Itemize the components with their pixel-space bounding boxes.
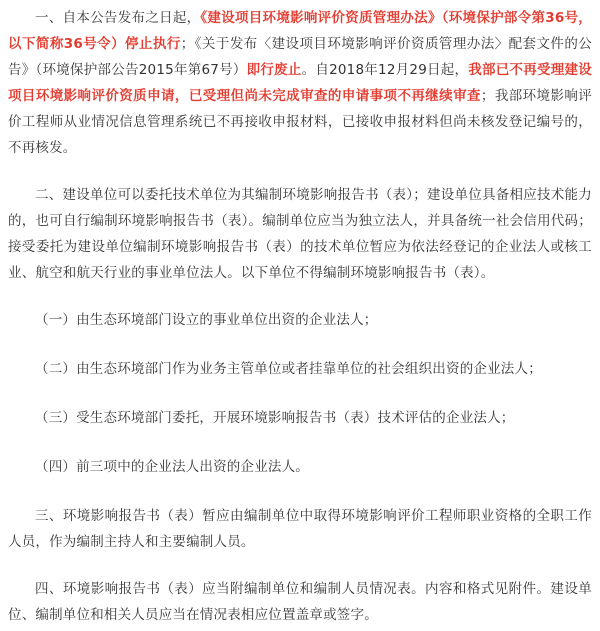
p1-segment-date: 。自2018年12月29日起， xyxy=(301,62,469,78)
p2-segment-text: 二、建设单位可以委托技术单位为其编制环境影响报告书（表）；建设单位具备相应技术能力的，也可自行编制环境影响报告书（表）。编制单位应当为独立法人，并具备统一社会信用代码；接受委托为建设单位编制环境影响报告书（表）的技术单位暂应为依法经登记的企业法人或核工业、航空和航天行业的事业单位法人。以下单位不得编制环境影响报告书（表）。 xyxy=(8,187,592,281)
paragraph-3-item-one xyxy=(8,307,592,333)
paragraph-1-suspension-notice xyxy=(8,5,592,161)
p1-segment-system-notice: ；我部环境影响评价工程师从业情况信息管理系统已不再接收申报材料，已接收申报材料但尚未核发登记编号的，不再核发。 xyxy=(8,88,592,156)
p4-segment-text: （二）由生态环境部门作为业务主管单位或者挂靠单位的社会组织出资的企业法人； xyxy=(35,361,542,377)
paragraph-2-entrusting-units xyxy=(8,182,592,286)
paragraph-5-item-three xyxy=(8,405,592,431)
p1-segment-no-longer-accepted: 我部已不再受理建设项目环境影响评价资质申请，已受理但尚未完成审查的申请事项不再继续审查 xyxy=(8,62,592,104)
p5-segment-text: （三）受生态环境部门委托，开展环境影响报告书（表）技术评估的企业法人； xyxy=(35,410,515,426)
paragraph-4-item-two xyxy=(8,356,592,382)
paragraph-7-staff-requirements xyxy=(8,503,592,555)
p8-segment-text: 四、环境影响报告书（表）应当附编制单位和编制人员情况表。内容和格式见附件。建设单位、编制单位和相关人员应当在情况表相应位置盖章或签字。 xyxy=(8,581,592,623)
p7-segment-text: 三、环境影响报告书（表）暂应由编制单位中取得环境影响评价工程师职业资格的全职工作人员，作为编制主持人和主要编制人员。 xyxy=(8,508,592,550)
p1-segment-announcement-67: ；《关于发布〈建设项目环境影响评价资质管理办法〉配套文件的公告》（环境保护部公告2015年第67号） xyxy=(8,36,593,78)
p1-segment-intro: 一、自本公告发布之日起， xyxy=(35,10,201,26)
p1-segment-abolished: 即行废止 xyxy=(246,62,302,78)
paragraph-6-item-four xyxy=(8,454,592,480)
p6-segment-text: （四）前三项中的企业法人出资的企业法人。 xyxy=(35,459,309,475)
p3-segment-text: （一）由生态环境部门设立的事业单位出资的企业法人； xyxy=(35,312,378,328)
paragraph-8-attachment-form xyxy=(8,576,592,628)
p1-segment-order36-stopped: 《建设项目环境影响评价资质管理办法》（环境保护部令第36号，以下简称36号令）停止执行 xyxy=(8,10,592,52)
